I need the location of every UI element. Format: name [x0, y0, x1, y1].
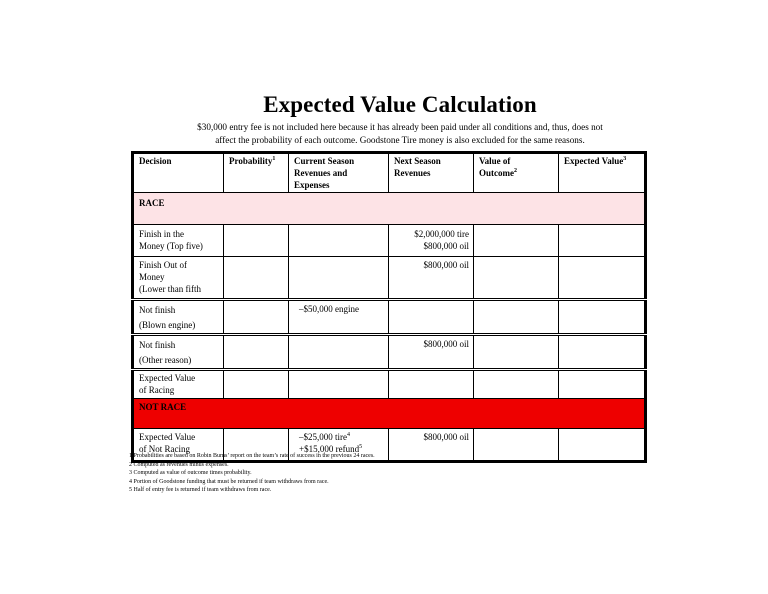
not-race-band-row [133, 399, 646, 429]
footnote: 3 Computed as value of outcome times probability. [129, 470, 252, 477]
next-season-cell: $800,000 oil [389, 257, 474, 300]
header-decision: Decision [133, 153, 224, 193]
table-row [133, 300, 646, 335]
current-season-cell [289, 370, 389, 399]
next-season-cell: $2,000,000 tire $800,000 oil [389, 225, 474, 257]
decision-cell: Expected Value of Not Racing [133, 429, 224, 462]
probability-cell [224, 257, 289, 300]
next-season-cell: $800,000 oil [389, 335, 474, 370]
probability-cell [224, 225, 289, 257]
subtitle-line-1: $30,000 entry fee is not included here because it has already been paid under all conditions and, thus, does not [197, 122, 603, 132]
table-row [133, 225, 646, 257]
not-race-band-label: NOT RACE [133, 399, 646, 429]
decision-cell: Finish in the Money (Top five) [133, 225, 224, 257]
race-band-label: RACE [133, 193, 646, 225]
value-cell [474, 225, 559, 257]
subtitle-line-2: affect the probability of each outcome. Goodstone Tire money is also excluded for the same reasons. [215, 134, 585, 145]
expected-cell [559, 335, 646, 370]
header-next-season: Next Season Revenues [389, 153, 474, 193]
expected-cell [559, 300, 646, 335]
expected-cell [559, 257, 646, 300]
table-row [133, 257, 646, 300]
value-cell [474, 370, 559, 399]
current-season-cell: –$25,000 tire$^4$ +$15,000 refund$^5$ [289, 429, 389, 462]
footnote: 5 Half of entry fee is returned if team withdraws from race. [129, 487, 272, 494]
race-band-row [133, 193, 646, 225]
footnote: 2 Computed as revenues minus expenses. [129, 461, 229, 468]
probability-cell [224, 335, 289, 370]
header-current-season: Current Season Revenues and Expenses [289, 153, 389, 193]
table-row [133, 370, 646, 399]
header-row [133, 153, 646, 193]
expected-cell [559, 225, 646, 257]
current-season-cell [289, 225, 389, 257]
decision-cell: Not finish (Blown engine) [133, 300, 224, 335]
probability-cell [224, 300, 289, 335]
header-value-of-outcome: Value of Outcome$^2$ [474, 153, 559, 193]
decision-cell: Not finish (Other reason) [133, 335, 224, 370]
table-row [133, 335, 646, 370]
next-season-cell [389, 300, 474, 335]
next-season-cell: $800,000 oil [389, 429, 474, 462]
decision-cell: Expected Value of Racing [133, 370, 224, 399]
footnote: 4 Portion of Goodstone funding that must be returned if team withdraws from race. [129, 478, 329, 485]
value-cell [474, 335, 559, 370]
page-title: Expected Value Calculation [263, 92, 537, 117]
header-expected-value: Expected Value$^3$ [559, 153, 646, 193]
page-subtitle [150, 121, 650, 146]
expected-value-table [131, 151, 647, 463]
value-cell [474, 257, 559, 300]
current-season-cell [289, 257, 389, 300]
footnotes [129, 452, 629, 495]
header-probability: Probability$^1$ [224, 153, 289, 193]
decision-cell: Finish Out of Money (Lower than fifth [133, 257, 224, 300]
footnote: 1 Probabilities are based on Robin Burns’ report on the team’s rate of success in the previous 24 races. [129, 453, 375, 459]
current-season-cell: –$50,000 engine [289, 300, 389, 335]
probability-cell [224, 370, 289, 399]
value-cell [474, 300, 559, 335]
next-season-cell [389, 370, 474, 399]
expected-cell [559, 370, 646, 399]
current-season-cell [289, 335, 389, 370]
